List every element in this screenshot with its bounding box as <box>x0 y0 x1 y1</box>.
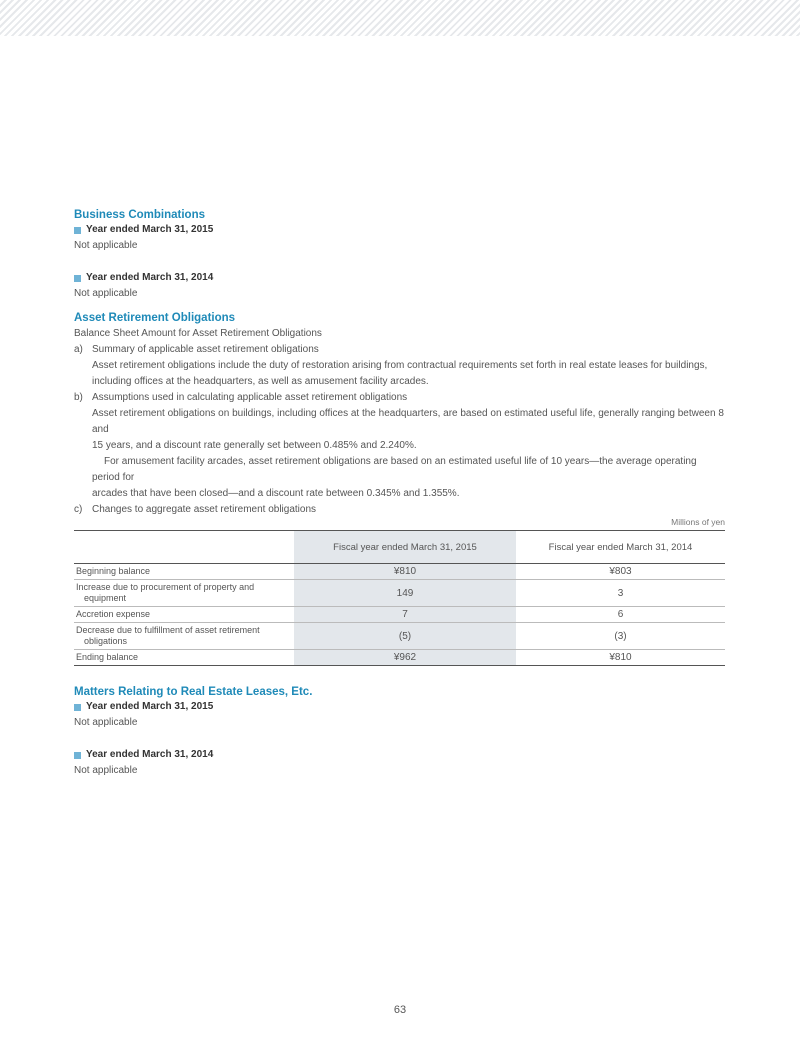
re-year-2014-heading <box>74 747 725 763</box>
aro-unit-label: Millions of yen <box>671 517 725 527</box>
row-value-2015: 149 <box>294 580 516 607</box>
real-estate-leases-title: Matters Relating to Real Estate Leases, Etc. <box>74 686 313 698</box>
aro-item-b-line1: Asset retirement obligations on buildings, including offices at the headquarters, are based on estimated useful life, generally ranging between 8 and <box>92 408 724 435</box>
table-row <box>74 650 725 666</box>
row-label-line2: obligations <box>84 636 128 646</box>
table-header-2014: Fiscal year ended March 31, 2014 <box>516 531 725 564</box>
re-year-2014-text: Not applicable <box>74 765 138 776</box>
table-header-blank <box>74 531 294 564</box>
square-bullet-icon <box>74 227 81 234</box>
aro-item-b-line3: For amusement facility arcades, asset retirement obligations are based on an estimated useful life of 10 years—the average operating period for <box>92 456 697 483</box>
re-year-2014-label: Year ended March 31, 2014 <box>86 749 214 760</box>
row-label-increase-procurement <box>74 580 294 607</box>
row-value-2014: ¥810 <box>516 650 725 666</box>
re-year-2015-label: Year ended March 31, 2015 <box>86 701 214 712</box>
aro-item-a-letter: a) <box>74 344 83 355</box>
aro-item-c-heading: Changes to aggregate asset retirement obligations <box>92 504 317 515</box>
row-label-ending-balance: Ending balance <box>74 650 294 666</box>
table-header-row <box>74 531 725 564</box>
table-row <box>74 607 725 623</box>
row-value-2015: ¥810 <box>294 564 516 580</box>
aro-item-b-line4: arcades that have been closed—and a discount rate between 0.345% and 1.355%. <box>92 488 460 499</box>
row-value-2015: 7 <box>294 607 516 623</box>
page-number: 63 <box>393 1004 407 1016</box>
aro-item-a-line1: Asset retirement obligations include the duty of restoration arising from contractual requirements set forth in real estate leases for buildings, <box>92 360 708 371</box>
bc-year-2014-label: Year ended March 31, 2014 <box>86 272 214 283</box>
re-year-2015-text: Not applicable <box>74 717 138 728</box>
bc-year-2015-text: Not applicable <box>74 240 138 251</box>
row-value-2015: ¥962 <box>294 650 516 666</box>
row-value-2014: ¥803 <box>516 564 725 580</box>
business-combinations-section <box>74 208 725 302</box>
table-row <box>74 564 725 580</box>
square-bullet-icon <box>74 704 81 711</box>
aro-item-b-line2: 15 years, and a discount rate generally set between 0.485% and 2.240%. <box>92 440 417 451</box>
bc-year-2014-heading <box>74 270 725 286</box>
aro-item-b-letter: b) <box>74 392 83 403</box>
square-bullet-icon <box>74 275 81 282</box>
re-year-2015-heading <box>74 699 725 715</box>
bc-year-2015-heading <box>74 222 725 238</box>
table-row <box>74 623 725 650</box>
row-label-decrease-fulfillment <box>74 623 294 650</box>
row-value-2014: 6 <box>516 607 725 623</box>
square-bullet-icon <box>74 752 81 759</box>
header-stripe-band <box>0 0 800 36</box>
aro-item-c-letter: c) <box>74 504 83 515</box>
business-combinations-title: Business Combinations <box>74 209 205 221</box>
table-row <box>74 580 725 607</box>
aro-item-b <box>74 390 725 406</box>
aro-item-a-heading: Summary of applicable asset retirement obligations <box>92 344 319 355</box>
page-content <box>74 208 725 779</box>
row-value-2014: (3) <box>516 623 725 650</box>
asset-retirement-section <box>74 311 725 666</box>
row-label-line1: Decrease due to fulfillment of asset retirement <box>76 625 260 635</box>
row-label-accretion-expense: Accretion expense <box>74 607 294 623</box>
aro-changes-table <box>74 530 725 666</box>
aro-intro: Balance Sheet Amount for Asset Retirement Obligations <box>74 328 322 339</box>
bc-year-2015-label: Year ended March 31, 2015 <box>86 224 214 235</box>
real-estate-leases-section <box>74 685 725 779</box>
aro-item-a-line2: including offices at the headquarters, as well as amusement facility arcades. <box>92 376 429 387</box>
aro-item-a <box>74 342 725 358</box>
aro-item-b-heading: Assumptions used in calculating applicable asset retirement obligations <box>92 392 408 403</box>
row-label-line1: Increase due to procurement of property and <box>76 582 255 592</box>
row-label-line2: equipment <box>84 593 127 603</box>
row-label-beginning-balance: Beginning balance <box>74 564 294 580</box>
bc-year-2014-text: Not applicable <box>74 288 138 299</box>
row-value-2015: (5) <box>294 623 516 650</box>
row-value-2014: 3 <box>516 580 725 607</box>
asset-retirement-title: Asset Retirement Obligations <box>74 312 236 324</box>
table-header-2015: Fiscal year ended March 31, 2015 <box>294 531 516 564</box>
